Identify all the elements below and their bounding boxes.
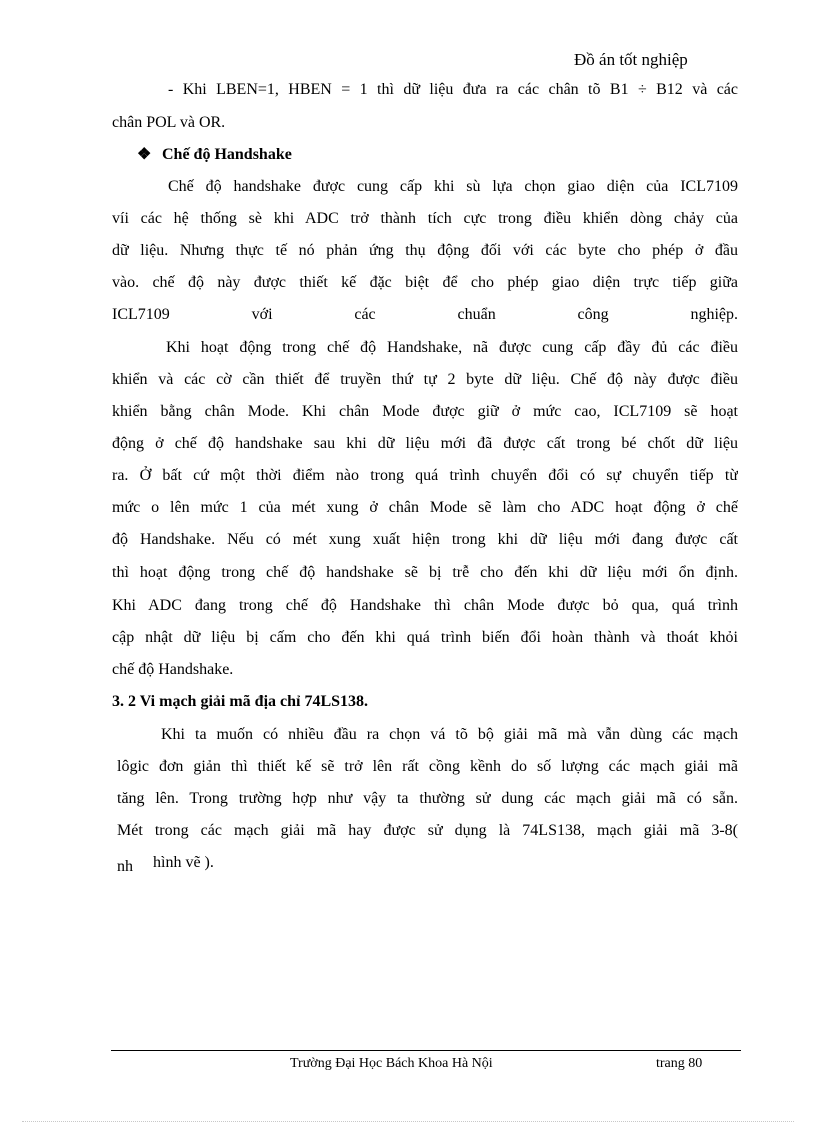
text-line: độ Handshake. Nếu có mét xung xuất hiện trong khi dữ liệu mới đang được cất	[112, 531, 738, 548]
section-heading: Chế độ Handshake	[162, 146, 292, 163]
bullet-icon: ❖	[137, 146, 152, 163]
text-line: thì hoạt động trong chế độ handshake sẽ bị trễ cho đến khi dữ liệu mới ổn định.	[112, 564, 738, 581]
word: các	[354, 306, 376, 323]
text-line: Khi ADC đang trong chế độ Handshake thì chân Mode được bỏ qua, quá trình	[112, 597, 738, 614]
text-fragment: nh	[117, 858, 133, 875]
text-line: víi các hệ thống sè khi ADC trở thành tích cực trong điều khiển dòng chảy của	[112, 210, 738, 227]
text-line: Khi ta muốn có nhiều đầu ra chọn vá tõ bộ giải mã mà vẫn dùng các mạch	[161, 726, 738, 743]
text-line: Chế độ handshake được cung cấp khi sù lựa chọn giao diện của ICL7109	[168, 178, 738, 195]
text-line: tăng lên. Trong trường hợp như vậy ta thường sử dung các mạch giải mã có sẵn.	[117, 790, 738, 807]
footer-school-name: Trường Đại Học Bách Khoa Hà Nội	[290, 1056, 493, 1071]
text-line-spread	[112, 305, 738, 325]
text-line: khiển và các cờ cần thiết để truyền thứ tự 2 byte dữ liệu. Chế độ này được điều	[112, 371, 738, 388]
word: với	[251, 306, 273, 323]
text-line: lôgic đơn giản thì thiết kế sẽ trở lên rất cồng kềnh do số lượng các mạch giải mã	[117, 758, 738, 775]
footer-page-number: trang 80	[656, 1056, 703, 1071]
word: công	[577, 306, 609, 323]
text-line: mức o lên mức 1 của mét xung ở chân Mode sẽ làm cho ADC hoạt động ở chế	[112, 499, 738, 516]
word: nghiệp.	[690, 306, 738, 323]
footer-divider	[111, 1050, 741, 1051]
word: ICL7109	[112, 306, 170, 323]
text-line: khiển bằng chân Mode. Khi chân Mode được giữ ở mức cao, ICL7109 sẽ hoạt	[112, 403, 738, 420]
text-line: Khi hoạt động trong chế độ Handshake, nã được cung cấp đầy đủ các điều	[166, 339, 738, 356]
word: chuẩn	[457, 306, 496, 323]
page-header-title: Đồ án tốt nghiệp	[574, 50, 688, 69]
page-edge-divider	[22, 1121, 794, 1122]
section-heading: 3. 2 Vi mạch giải mã địa chỉ 74LS138.	[112, 693, 369, 710]
text-line: ra. Ở bất cứ một thời điểm nào trong quá trình chuyển đổi có sự chuyển tiếp từ	[112, 467, 738, 484]
text-line: - Khi LBEN=1, HBEN = 1 thì dữ liệu đưa ra các chân tõ B1 ÷ B12 và các	[168, 81, 738, 98]
text-line: động ở chế độ handshake sau khi dữ liệu mới đã được cất trong bé chốt dữ liệu	[112, 435, 738, 452]
text-line: chế độ Handshake.	[112, 661, 234, 678]
text-line: Mét trong các mạch giải mã hay được sử dụng là 74LS138, mạch giải mã 3-8(	[117, 822, 738, 839]
text-line: dữ liệu. Nhưng thực tế nó phản ứng thụ động đối với các byte cho phép ở đầu	[112, 242, 738, 259]
text-line: cập nhật dữ liệu bị cấm cho đến khi quá trình biến đổi hoàn thành và thoát khỏi	[112, 629, 738, 646]
text-line: vào. chế độ này được thiết kế đặc biệt để cho phép giao diện trực tiếp giữa	[112, 274, 738, 291]
text-line: chân POL và OR.	[112, 114, 226, 131]
text-line: hình vẽ ).	[153, 854, 214, 871]
